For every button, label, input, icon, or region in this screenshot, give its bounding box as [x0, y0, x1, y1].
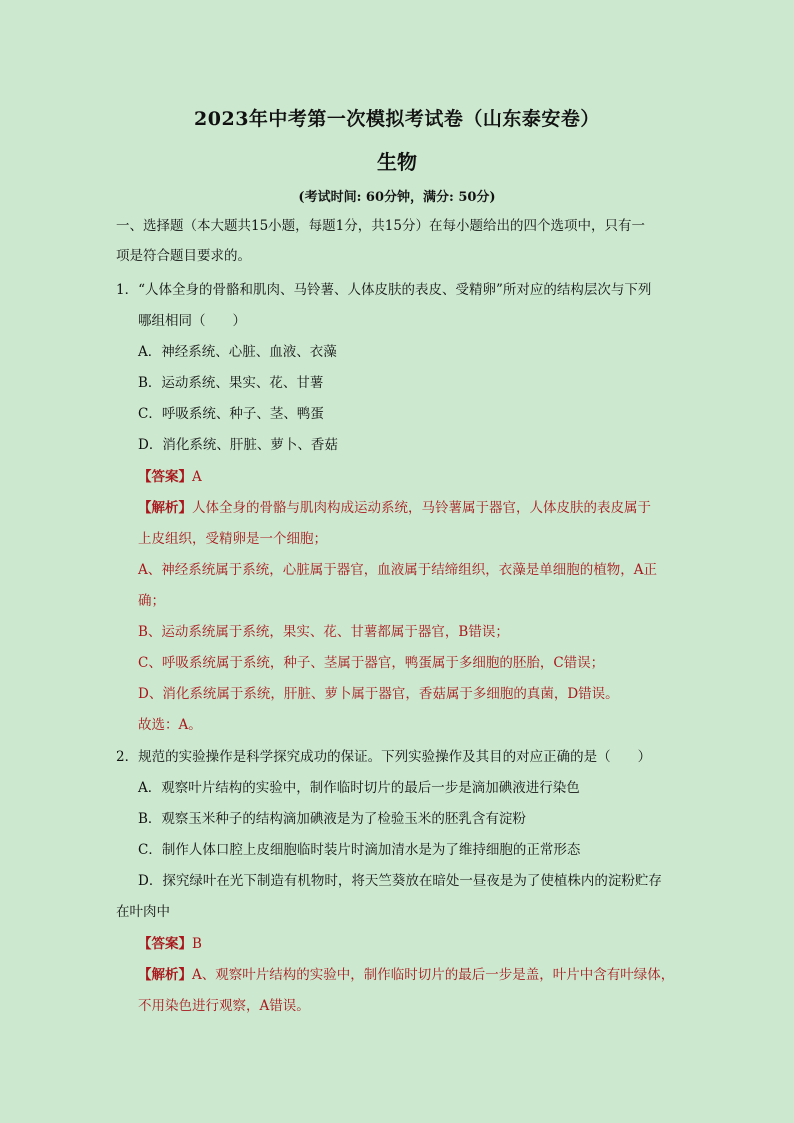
section-intro-line-1: 一、选择题（本大题共15小题，每题1分，共15分）在每小题给出的四个选项中，只有一: [116, 218, 645, 234]
q2-option-a: A．观察叶片结构的实验中，制作临时切片的最后一步是滴加碘液进行染色: [138, 780, 580, 796]
q2-analysis-line-2: 不用染色进行观察，A错误。: [138, 998, 310, 1014]
q2-analysis-text: A、观察叶片结构的实验中，制作临时切片的最后一步是盖，叶片中含有叶绿体，: [192, 967, 675, 983]
q2-analysis-tag: 【解析】: [138, 967, 192, 983]
q2-option-d-line-1: D．探究绿叶在光下制造有机物时，将天竺葵放在暗处一昼夜是为了使植株内的淀粉贮存: [138, 873, 662, 889]
q1-answer-value: A: [192, 469, 202, 485]
q1-option-c: C．呼吸系统、种子、茎、鸭蛋: [138, 406, 324, 422]
q2-answer-tag: 【答案】: [138, 936, 192, 952]
q1-option-d: D．消化系统、肝脏、萝卜、香菇: [138, 437, 338, 453]
q1-answer-tag: 【答案】: [138, 469, 192, 485]
q1-analysis-line-2: 上皮组织，受精卵是一个细胞；: [138, 531, 327, 547]
q1-option-a: A．神经系统、心脏、血液、衣藻: [138, 344, 337, 360]
q2-option-d-line-2: 在叶肉中: [116, 904, 170, 920]
q1-stem-line-2: 哪组相同（ ）: [138, 313, 246, 329]
q1-analysis-tag: 【解析】: [138, 500, 192, 516]
q1-answer: [138, 467, 202, 487]
q2-answer-value: B: [192, 936, 202, 952]
q2-stem: 2．规范的实验操作是科学探究成功的保证。下列实验操作及其目的对应正确的是（ ）: [116, 749, 652, 765]
page-title: 2023年中考第一次模拟考试卷（山东泰安卷）: [194, 108, 600, 130]
q1-analysis-b: B、运动系统属于系统，果实、花、甘薯都属于器官，B错误；: [138, 624, 509, 640]
exam-info: (考试时间: 60分钟，满分: 50分): [298, 190, 496, 205]
q1-analysis-c: C、呼吸系统属于系统，种子、茎属于器官，鸭蛋属于多细胞的胚胎，C错误；: [138, 655, 605, 671]
q1-option-b: B．运动系统、果实、花、甘薯: [138, 375, 324, 391]
q1-analysis-a-line-1: A、神经系统属于系统，心脏属于器官，血液属于结缔组织，衣藻是单细胞的植物，A正: [138, 562, 657, 578]
q1-analysis-d: D、消化系统属于系统，肝脏、萝卜属于器官，香菇属于多细胞的真菌，D错误。: [138, 686, 619, 702]
q1-analysis-a-line-2: 确；: [138, 593, 165, 609]
q1-analysis-line-1: [138, 498, 651, 518]
q2-option-b: B．观察玉米种子的结构滴加碘液是为了检验玉米的胚乳含有淀粉: [138, 811, 526, 827]
q1-analysis-text: 人体全身的骨骼与肌肉构成运动系统，马铃薯属于器官，人体皮肤的表皮属于: [192, 500, 651, 516]
subject-title: 生物: [377, 150, 417, 174]
q2-analysis-line-1: [138, 965, 674, 985]
q2-option-c: C．制作人体口腔上皮细胞临时装片时滴加清水是为了维持细胞的正常形态: [138, 842, 581, 858]
section-intro-line-2: 项是符合题目要求的。: [116, 248, 251, 264]
q1-stem-line-1: 1．“人体全身的骨骼和肌肉、马铃薯、人体皮肤的表皮、受精卵”所对应的结构层次与下列: [116, 282, 652, 298]
q1-final-choice: 故选：A。: [138, 717, 202, 733]
q2-answer: [138, 934, 202, 954]
